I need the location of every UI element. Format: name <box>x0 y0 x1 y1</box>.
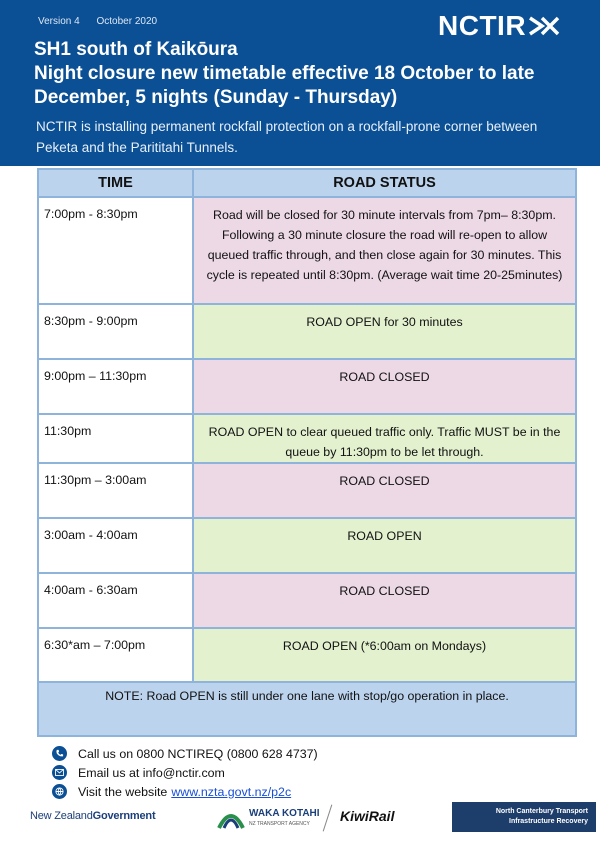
waka-kotahi-logo <box>249 808 320 830</box>
nctr-logo <box>452 802 596 832</box>
page-title <box>34 38 594 110</box>
table-row <box>38 359 576 414</box>
time-cell: 8:30pm - 9:00pm <box>38 304 193 359</box>
time-column-header: TIME <box>38 169 193 197</box>
title-line-2: Night closure new timetable effective 18 October to late December, 5 nights (Sunday - Thursday) <box>34 63 535 108</box>
time-cell: 6:30*am – 7:00pm <box>38 628 193 682</box>
waka-title: WAKA KOTAHI <box>249 808 320 819</box>
contact-phone <box>52 744 318 763</box>
status-cell: ROAD CLOSED <box>193 359 576 414</box>
logo-divider <box>323 805 333 832</box>
logo-text: NCTIR <box>438 10 527 41</box>
status-cell: ROAD CLOSED <box>193 463 576 518</box>
email-text[interactable]: Email us at info@nctir.com <box>78 765 225 780</box>
intro-text: NCTIR is installing permanent rockfall protection on a rockfall-prone corner between Peketa and the Parititahi Tunnels. <box>36 119 538 155</box>
closure-timetable <box>37 168 577 737</box>
kiwirail-logo: KiwiRail <box>340 808 395 824</box>
status-cell: ROAD CLOSED <box>193 573 576 628</box>
phone-text: Call us on 0800 NCTIREQ (0800 628 4737) <box>78 746 318 761</box>
status-cell: ROAD OPEN to clear queued traffic only. Traffic MUST be in the queue by 11:30pm to be let through. <box>193 414 576 463</box>
time-cell: 11:30pm – 3:00am <box>38 463 193 518</box>
table-row <box>38 518 576 573</box>
status-cell: ROAD OPEN <box>193 518 576 573</box>
note-row <box>38 682 576 736</box>
nzgov-text-a: New Zealand <box>30 810 93 822</box>
website-link[interactable]: www.nzta.govt.nz/p2c <box>171 784 292 799</box>
time-cell: 4:00am - 6:30am <box>38 573 193 628</box>
document-meta <box>38 16 157 27</box>
table-header-row <box>38 169 576 197</box>
table-row <box>38 573 576 628</box>
time-cell: 11:30pm <box>38 414 193 463</box>
globe-icon <box>52 784 67 799</box>
table-row <box>38 463 576 518</box>
email-icon <box>52 765 67 780</box>
nzgov-text-b: Government <box>92 810 156 822</box>
status-cell: ROAD OPEN (*6:00am on Mondays) <box>193 628 576 682</box>
status-column-header: ROAD STATUS <box>193 169 576 197</box>
note-cell: NOTE: Road OPEN is still under one lane with stop/go operation in place. <box>38 682 576 736</box>
footer-logos <box>0 798 600 838</box>
date-label: October 2020 <box>96 16 158 27</box>
waka-subtitle: NZ TRANSPORT AGENCY <box>249 821 310 827</box>
table-row <box>38 628 576 682</box>
nctr-line-1: North Canterbury Transport <box>495 808 588 815</box>
web-label: Visit the website <box>78 784 168 799</box>
title-line-1: SH1 south of Kaikōura <box>34 39 238 60</box>
time-cell: 9:00pm – 11:30pm <box>38 359 193 414</box>
time-cell: 3:00am - 4:00am <box>38 518 193 573</box>
contact-list <box>52 744 318 801</box>
table-row <box>38 304 576 359</box>
table-row <box>38 414 576 463</box>
status-cell: Road will be closed for 30 minute intervals from 7pm– 8:30pm. Following a 30 minute closure the road will re-open to allow queued traffic through, and then close again for 30 minutes. This cycle is repeated until 8:30pm. (Average wait time 20-25minutes) <box>193 197 576 304</box>
status-cell: ROAD OPEN for 30 minutes <box>193 304 576 359</box>
waka-kotahi-icon <box>216 802 246 832</box>
version-label: Version 4 <box>38 16 80 27</box>
nctr-line-2: Infrastructure Recovery <box>509 818 588 825</box>
time-cell: 7:00pm - 8:30pm <box>38 197 193 304</box>
contact-email <box>52 763 318 782</box>
nz-government-logo <box>30 810 155 822</box>
header-banner <box>0 0 600 166</box>
table-row <box>38 197 576 304</box>
nctir-logo-icon <box>528 14 562 38</box>
phone-icon <box>52 746 67 761</box>
